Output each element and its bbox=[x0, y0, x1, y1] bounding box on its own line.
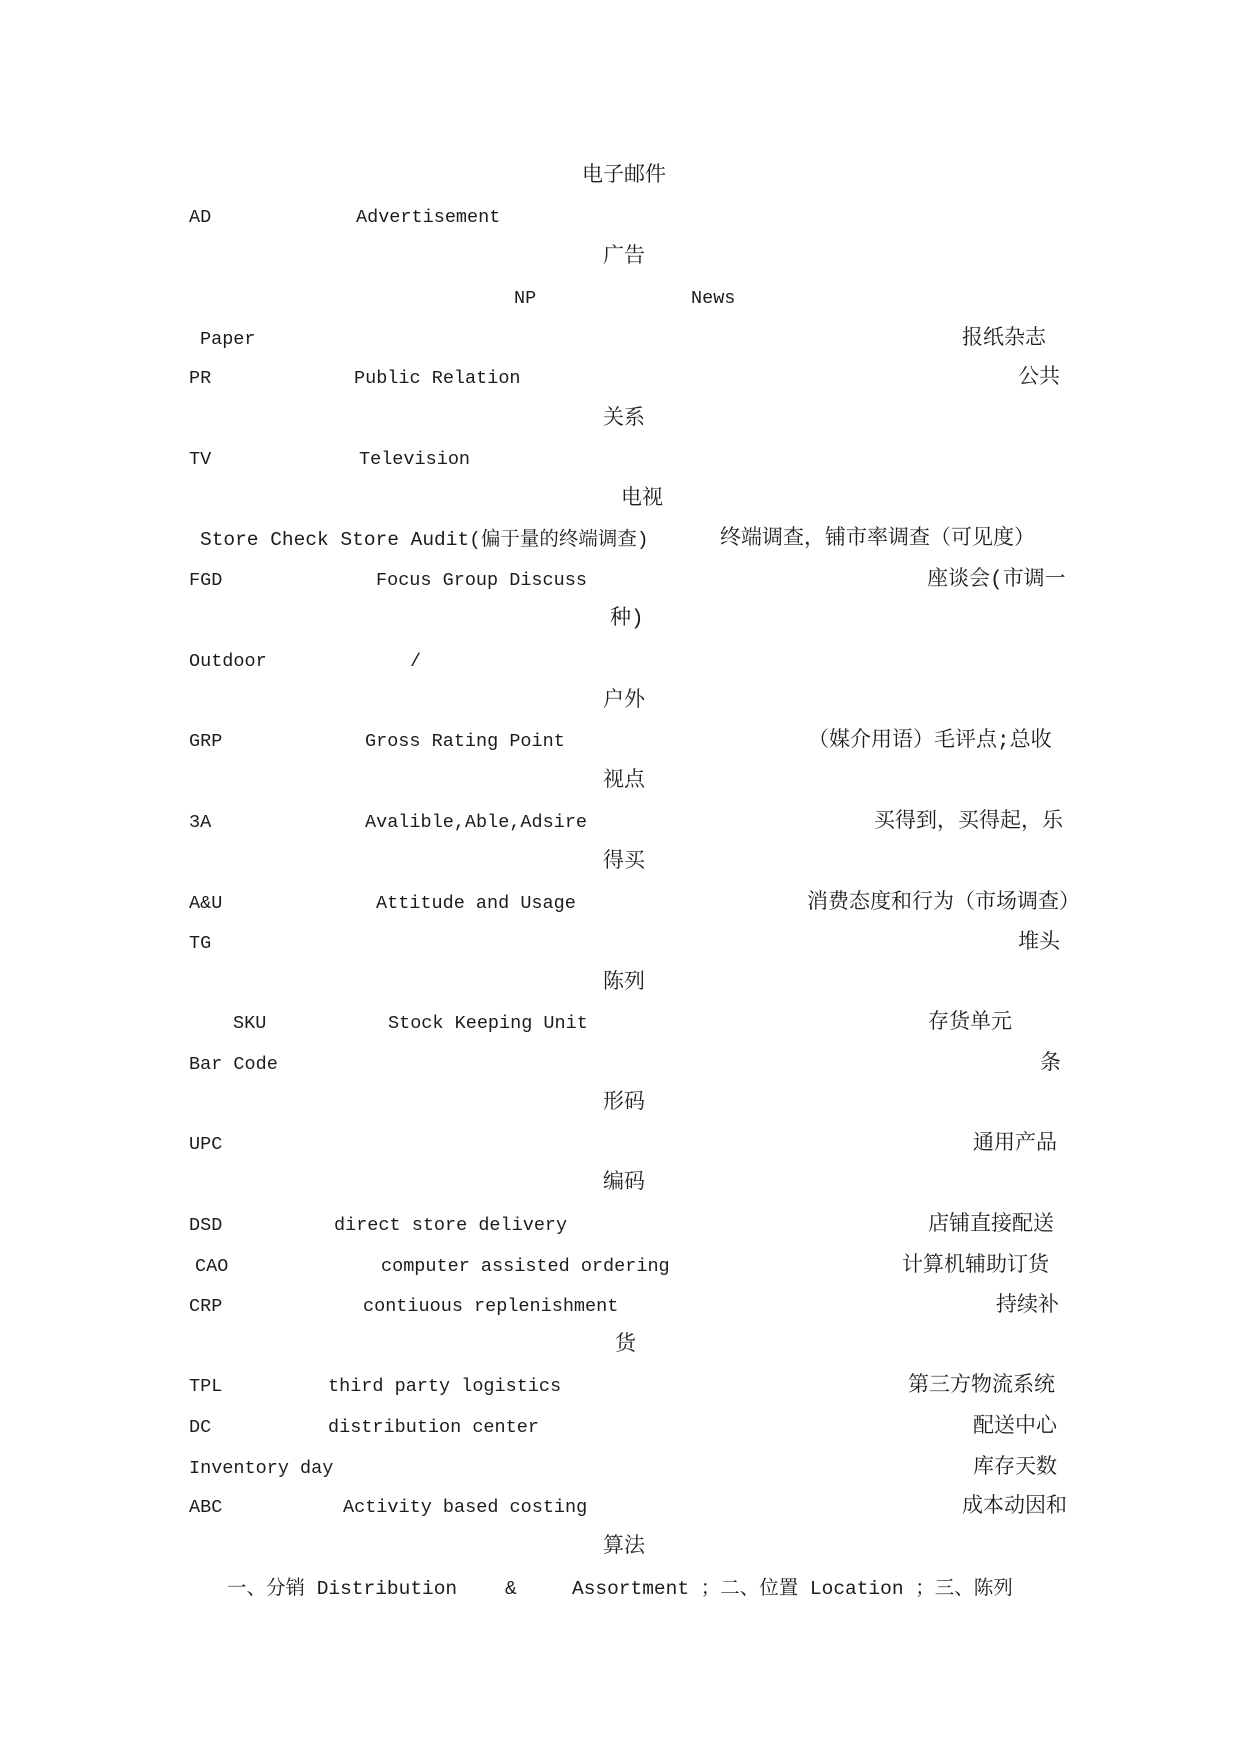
glossary-english-term: Store Check Store Audit(偏于量的终端调查) bbox=[200, 529, 649, 551]
glossary-abbreviation: PR bbox=[189, 368, 212, 389]
glossary-chinese-term: 公共 bbox=[1018, 367, 1060, 390]
glossary-chinese-term: （媒介用语）毛评点;总收 bbox=[808, 730, 1052, 753]
glossary-chinese-term: 座谈会(市调一 bbox=[927, 569, 1066, 592]
glossary-english-term: third party logistics bbox=[328, 1376, 562, 1397]
glossary-chinese-term: 户外 bbox=[603, 690, 645, 713]
glossary-chinese-term: 终端调查，铺市率调查（可见度） bbox=[720, 528, 1035, 551]
glossary-abbreviation: CAO bbox=[195, 1256, 229, 1277]
glossary-abbreviation: CRP bbox=[189, 1296, 223, 1317]
glossary-abbreviation: NP bbox=[514, 288, 537, 309]
glossary-chinese-continuation: 视点 bbox=[603, 770, 645, 793]
glossary-separator: / bbox=[410, 651, 422, 672]
glossary-chinese-continuation: 陈列 bbox=[603, 972, 645, 995]
glossary-abbreviation: DC bbox=[189, 1417, 212, 1438]
glossary-english-term: Attitude and Usage bbox=[376, 893, 576, 914]
glossary-chinese-term: 通用产品 bbox=[973, 1133, 1057, 1156]
glossary-chinese-term: 电视 bbox=[621, 488, 663, 511]
glossary-chinese-continuation: 得买 bbox=[603, 851, 645, 874]
glossary-abbreviation: DSD bbox=[189, 1215, 223, 1236]
glossary-english-term: Bar Code bbox=[189, 1054, 278, 1075]
glossary-abbreviation: AD bbox=[189, 207, 212, 228]
glossary-abbreviation: A&U bbox=[189, 893, 223, 914]
glossary-english-term: Inventory day bbox=[189, 1458, 334, 1479]
summary-line-ampersand: & bbox=[505, 1578, 517, 1600]
glossary-english-term: Gross Rating Point bbox=[365, 731, 565, 752]
glossary-chinese-term: 店铺直接配送 bbox=[928, 1214, 1054, 1237]
glossary-chinese-term: 存货单元 bbox=[928, 1012, 1012, 1035]
glossary-abbreviation: UPC bbox=[189, 1134, 223, 1155]
glossary-abbreviation: ABC bbox=[189, 1497, 223, 1518]
glossary-chinese-term: 广告 bbox=[603, 246, 645, 269]
glossary-chinese-continuation: 形码 bbox=[603, 1092, 645, 1115]
glossary-chinese-term: 电子邮件 bbox=[582, 165, 666, 188]
glossary-abbreviation: TPL bbox=[189, 1376, 223, 1397]
glossary-english-term: Television bbox=[359, 449, 471, 470]
glossary-english-term: Avalible,Able,Adsire bbox=[365, 812, 588, 833]
glossary-english-term: Paper bbox=[200, 329, 256, 350]
glossary-chinese-continuation: 编码 bbox=[603, 1172, 645, 1195]
glossary-abbreviation: TV bbox=[189, 449, 212, 470]
glossary-abbreviation: 3A bbox=[189, 812, 212, 833]
glossary-chinese-term: 计算机辅助订货 bbox=[902, 1255, 1049, 1278]
glossary-chinese-term: 买得到，买得起，乐 bbox=[874, 811, 1063, 834]
glossary-english-term: Activity based costing bbox=[343, 1497, 588, 1518]
glossary-chinese-term: 消费态度和行为（市场调查） bbox=[807, 892, 1080, 915]
glossary-chinese-continuation: 货 bbox=[615, 1334, 636, 1357]
glossary-english-term: Advertisement bbox=[356, 207, 501, 228]
glossary-english-term: computer assisted ordering bbox=[381, 1256, 670, 1277]
glossary-english-term: Focus Group Discuss bbox=[376, 570, 587, 591]
glossary-english-term: distribution center bbox=[328, 1417, 539, 1438]
summary-line-part-1: 一、分销 Distribution bbox=[227, 1578, 458, 1600]
glossary-chinese-term: 报纸杂志 bbox=[962, 328, 1046, 351]
glossary-chinese-term: 成本动因和 bbox=[962, 1496, 1067, 1519]
glossary-chinese-term: 库存天数 bbox=[973, 1457, 1057, 1480]
summary-line-part-2: Assortment ；二、位置 Location ；三、陈列 bbox=[572, 1578, 1013, 1600]
glossary-chinese-continuation: 关系 bbox=[603, 408, 645, 431]
glossary-abbreviation: GRP bbox=[189, 731, 223, 752]
glossary-english-term: Outdoor bbox=[189, 651, 267, 672]
glossary-abbreviation: FGD bbox=[189, 570, 223, 591]
glossary-english-term: Stock Keeping Unit bbox=[388, 1013, 588, 1034]
glossary-chinese-term: 第三方物流系统 bbox=[908, 1375, 1055, 1398]
glossary-chinese-term: 堆头 bbox=[1018, 932, 1060, 955]
glossary-chinese-continuation: 种) bbox=[610, 608, 644, 631]
glossary-abbreviation: SKU bbox=[233, 1013, 267, 1034]
glossary-abbreviation: TG bbox=[189, 933, 212, 954]
glossary-english-term: contiuous replenishment bbox=[363, 1296, 619, 1317]
glossary-chinese-term: 持续补 bbox=[996, 1295, 1059, 1318]
glossary-english-term: News bbox=[691, 288, 736, 309]
glossary-chinese-continuation: 算法 bbox=[603, 1536, 645, 1559]
glossary-chinese-term: 条 bbox=[1040, 1053, 1061, 1076]
glossary-english-term: direct store delivery bbox=[334, 1215, 568, 1236]
glossary-chinese-term: 配送中心 bbox=[973, 1416, 1057, 1439]
glossary-english-term: Public Relation bbox=[354, 368, 521, 389]
